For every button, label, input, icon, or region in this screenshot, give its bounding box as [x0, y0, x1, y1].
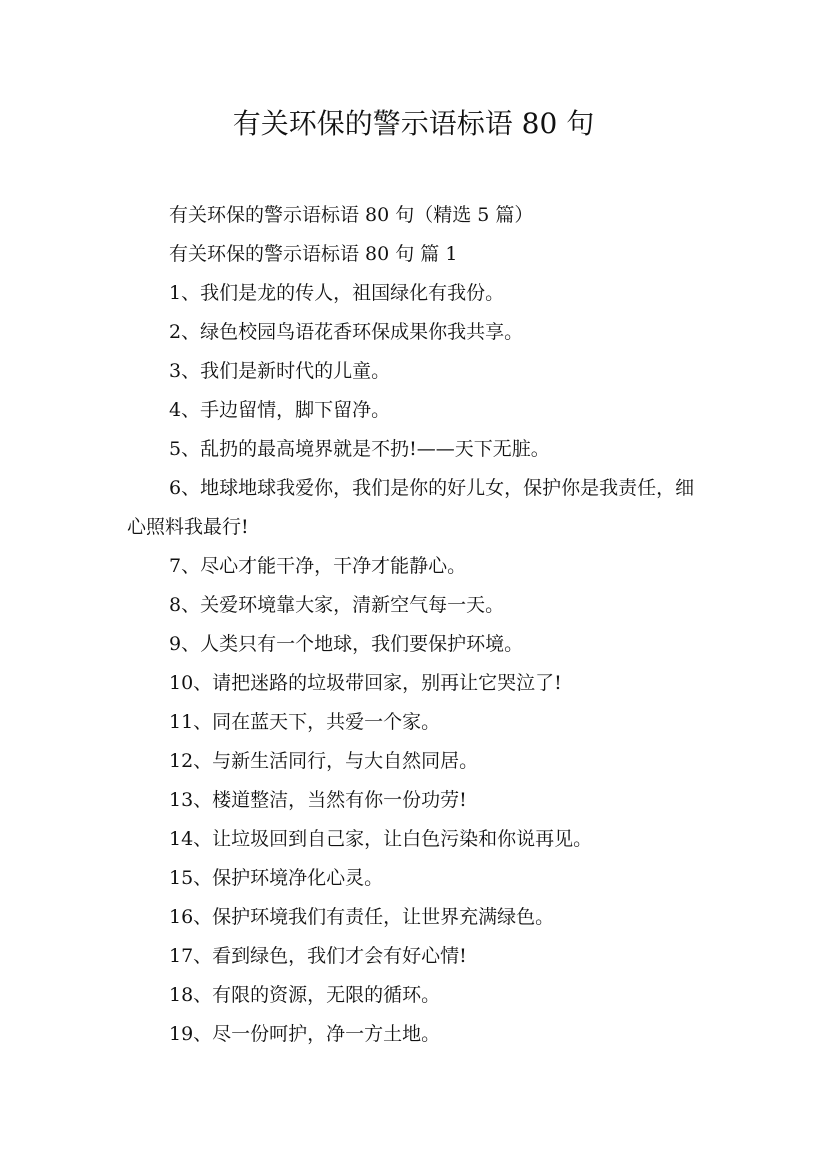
slogan-item: 1、我们是龙的传人，祖国绿化有我份。 [169, 282, 505, 304]
slogan-item: 7、尽心才能干净，干净才能静心。 [169, 555, 467, 577]
section-heading: 有关环保的警示语标语 80 句 篇 1 [169, 243, 458, 265]
slogan-item: 6、地球地球我爱你，我们是你的好儿女，保护你是我责任，细心照料我最行! [127, 477, 695, 538]
slogan-item: 12、与新生活同行，与大自然同居。 [169, 750, 479, 772]
slogan-item: 15、保护环境净化心灵。 [169, 867, 384, 889]
slogan-item: 8、关爱环境靠大家，清新空气每一天。 [169, 594, 505, 616]
slogan-item: 10、请把迷路的垃圾带回家，别再让它哭泣了! [169, 672, 562, 694]
slogan-item: 13、楼道整洁，当然有你一份功劳! [169, 789, 467, 811]
slogan-item: 11、同在蓝天下，共爱一个家。 [169, 711, 441, 733]
slogan-item: 14、让垃圾回到自己家，让白色污染和你说再见。 [169, 828, 593, 850]
slogan-item: 16、保护环境我们有责任，让世界充满绿色。 [169, 906, 555, 928]
slogan-item: 17、看到绿色，我们才会有好心情! [169, 945, 467, 967]
document-title: 有关环保的警示语标语 80 句 [232, 107, 595, 140]
slogan-item: 19、尽一份呵护，净一方土地。 [169, 1023, 441, 1045]
slogan-item: 18、有限的资源，无限的循环。 [169, 984, 441, 1006]
slogan-item: 5、乱扔的最高境界就是不扔!——天下无脏。 [169, 438, 550, 460]
slogan-item: 4、手边留情，脚下留净。 [169, 399, 391, 421]
slogan-item: 2、绿色校园鸟语花香环保成果你我共享。 [169, 321, 524, 343]
document-body [127, 196, 705, 1054]
subtitle-line: 有关环保的警示语标语 80 句（精选 5 篇） [169, 204, 534, 226]
slogan-item: 9、人类只有一个地球，我们要保护环境。 [169, 633, 524, 655]
slogan-item: 3、我们是新时代的儿童。 [169, 360, 391, 382]
